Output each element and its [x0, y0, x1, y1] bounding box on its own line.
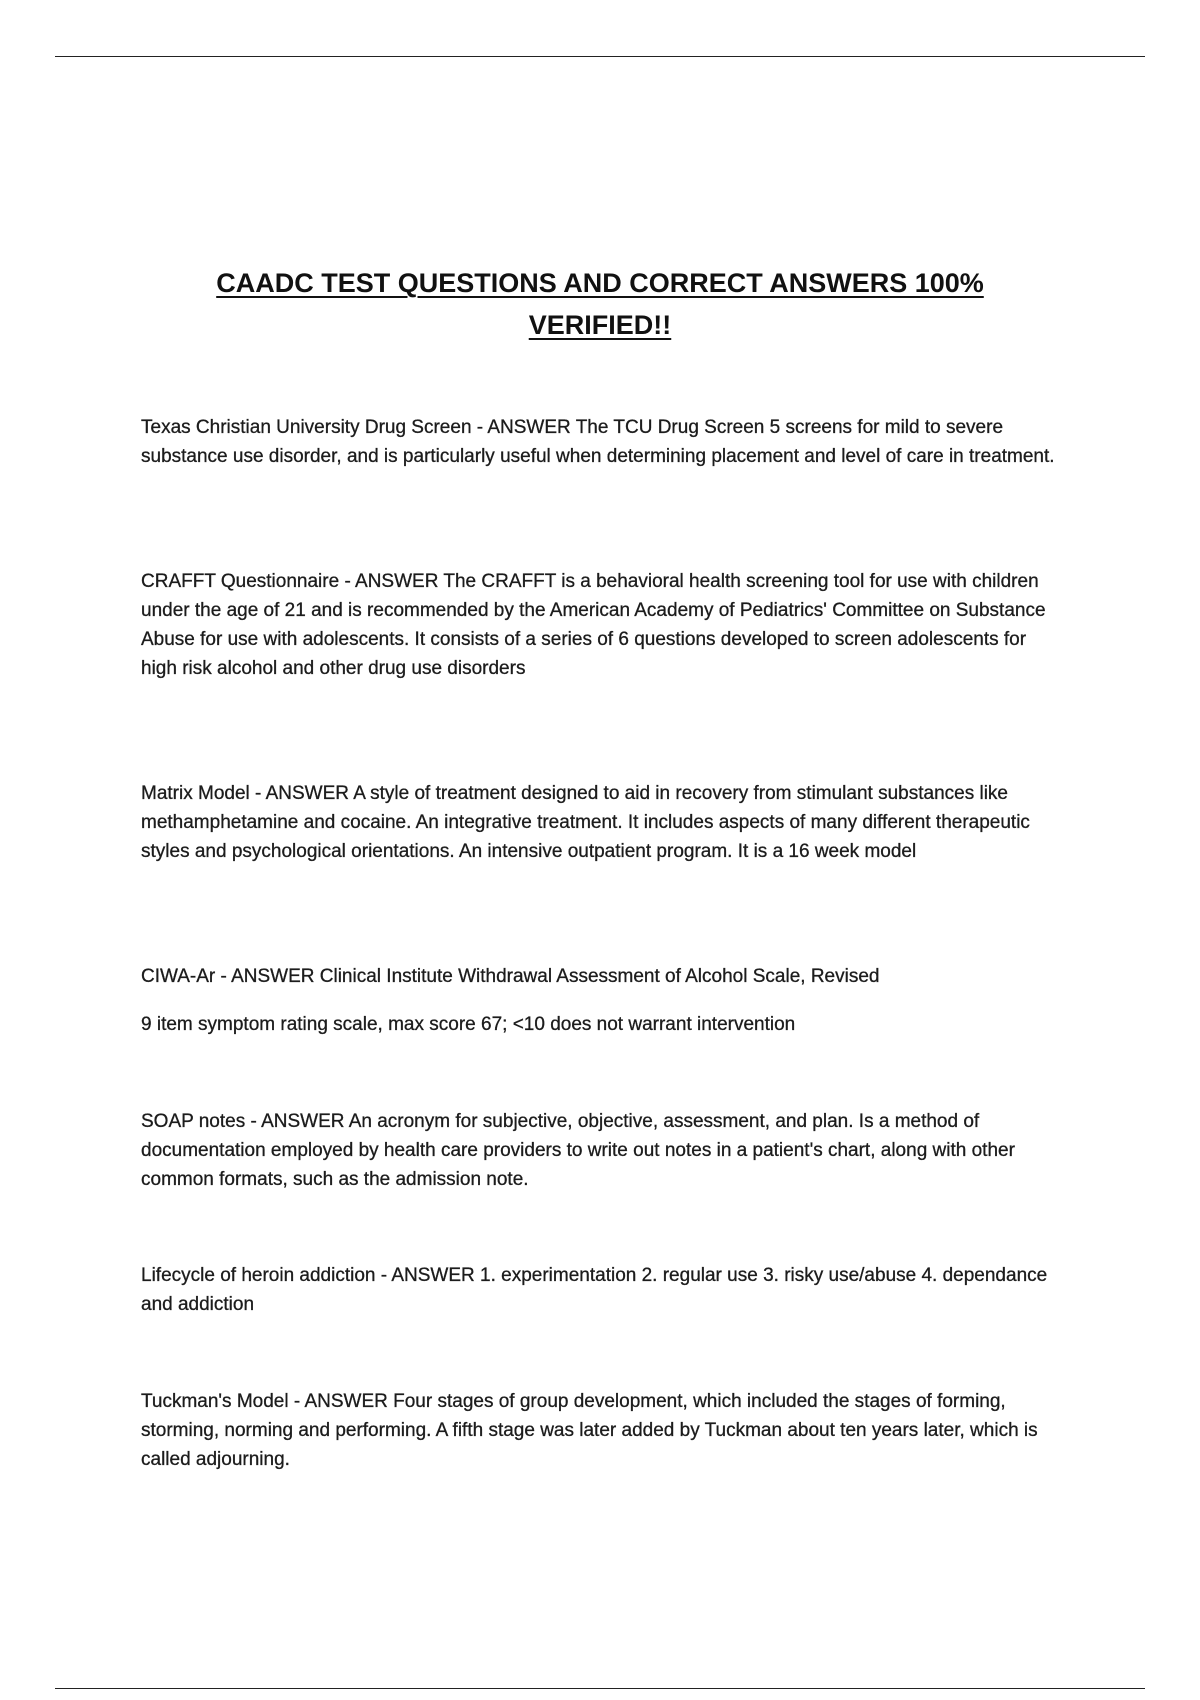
qa-answer-label: ANSWER: [304, 1391, 388, 1412]
qa-entry-tuckmans-model: [141, 1387, 1066, 1474]
qa-answer-continuation: 9 item symptom rating scale, max score 67; <10 does not warrant intervention: [141, 1014, 796, 1035]
qa-paragraph: [141, 1261, 1066, 1319]
qa-separator: -: [215, 966, 232, 987]
qa-answer: A style of treatment designed to aid in recovery from stimulant substances like methamphetamine and cocaine. An integrative treatment. It includes aspects of many different therapeutic styles and psychological orientations. An intensive outpatient program. It is a 16 week model: [141, 783, 1030, 862]
qa-separator: -: [288, 1391, 305, 1412]
qa-answer: An acronym for subjective, objective, assessment, and plan. Is a method of documentation employed by health care providers to write out notes in a patient's chart, along with other common formats, such as the admission note.: [141, 1111, 1015, 1190]
qa-separator: -: [249, 783, 266, 804]
top-rule: [55, 56, 1145, 57]
qa-paragraph: [141, 413, 1066, 471]
qa-entry-heroin-lifecycle: [141, 1261, 1066, 1319]
title-line-2: VERIFIED!!: [528, 310, 672, 340]
qa-paragraph: [141, 1387, 1066, 1474]
qa-term: CRAFFT Questionnaire: [141, 571, 340, 592]
qa-separator: -: [339, 571, 356, 592]
qa-term: Lifecycle of heroin addiction: [141, 1265, 376, 1286]
qa-paragraph: [141, 962, 1066, 991]
title-line-1: CAADC TEST QUESTIONS AND CORRECT ANSWERS 100%: [216, 268, 984, 298]
qa-answer-label: ANSWER: [261, 1111, 345, 1132]
bottom-rule: [55, 1688, 1145, 1689]
qa-answer: Four stages of group development, which included the stages of forming, storming, norming and performing. A fifth stage was later added by Tuckman about ten years later, which is called adjourning.: [141, 1391, 1038, 1470]
qa-term: CIWA-Ar: [141, 966, 216, 987]
qa-answer-label: ANSWER: [265, 783, 349, 804]
qa-separator: -: [245, 1111, 262, 1132]
qa-answer: The TCU Drug Screen 5 screens for mild to severe substance use disorder, and is particularly useful when determining placement and level of care in treatment.: [141, 417, 1055, 467]
qa-paragraph: [141, 779, 1066, 866]
qa-entry-ciwa-ar: [141, 962, 1066, 1039]
qa-term: SOAP notes: [141, 1111, 246, 1132]
qa-paragraph: [141, 1107, 1066, 1194]
qa-answer-label: ANSWER: [355, 571, 439, 592]
qa-answer: Clinical Institute Withdrawal Assessment of Alcohol Scale, Revised: [319, 966, 880, 987]
document-title: [120, 262, 1080, 346]
qa-separator: -: [471, 417, 488, 438]
qa-term: Tuckman's Model: [141, 1391, 289, 1412]
qa-entry-matrix-model: [141, 779, 1066, 866]
qa-separator: -: [375, 1265, 392, 1286]
qa-term: Matrix Model: [141, 783, 250, 804]
qa-entry-crafft-questionnaire: [141, 567, 1066, 683]
qa-answer: 1. experimentation 2. regular use 3. risky use/abuse 4. dependance and addiction: [141, 1265, 1048, 1315]
qa-entry-tcu-drug-screen: [141, 413, 1066, 471]
qa-answer-label: ANSWER: [231, 966, 315, 987]
qa-term: Texas Christian University Drug Screen: [141, 417, 472, 438]
qa-paragraph: [141, 567, 1066, 683]
qa-answer: The CRAFFT is a behavioral health screening tool for use with children under the age of 21 and is recommended by the American Academy of Pediatrics' Committee on Substance Abuse for use with adolescents. It consists of a series of 6 questions developed to screen adolescents for high risk alcohol and other drug use disorders: [141, 571, 1046, 679]
qa-answer-label: ANSWER: [391, 1265, 475, 1286]
qa-answer-label: ANSWER: [487, 417, 571, 438]
qa-entry-soap-notes: [141, 1107, 1066, 1194]
